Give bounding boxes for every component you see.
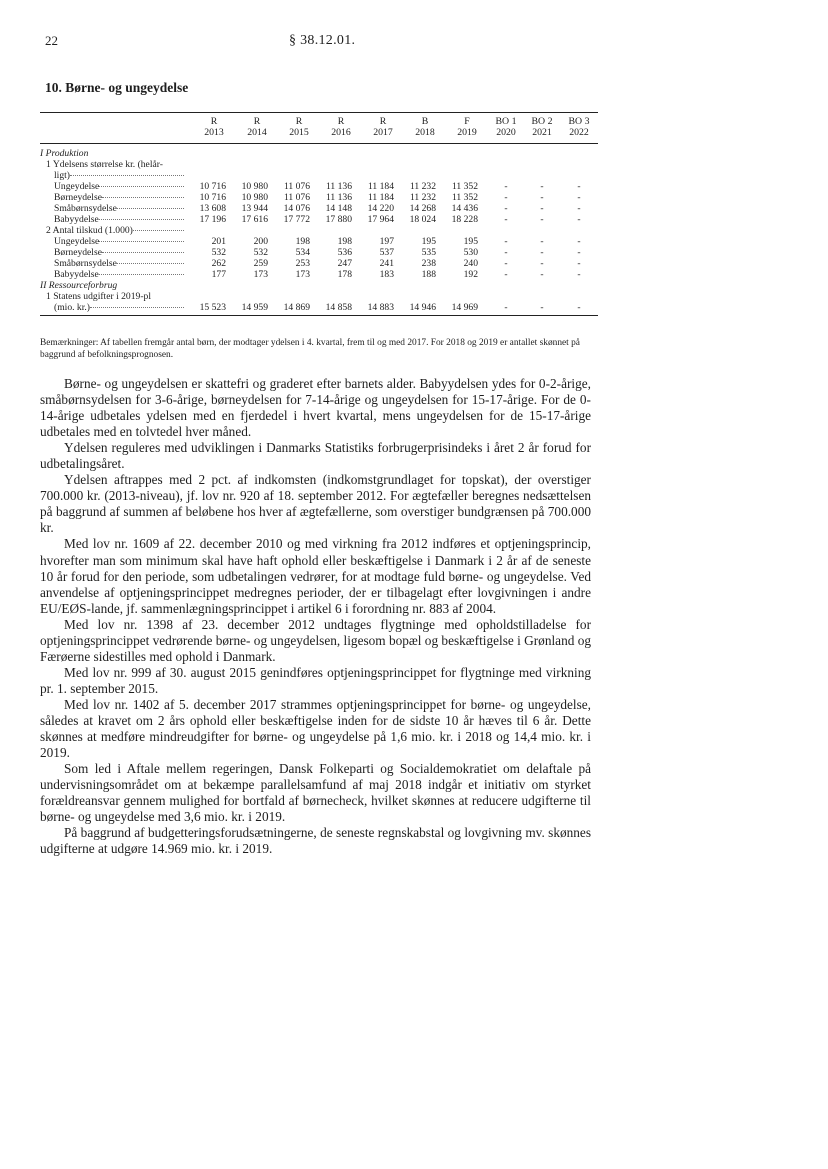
cell-2021: -	[540, 247, 544, 258]
cell-2018	[404, 144, 446, 160]
cell-2018	[404, 291, 446, 302]
row-label	[40, 236, 192, 247]
cell-2019	[446, 280, 488, 291]
cell-2020	[488, 280, 524, 291]
cell-2014: 532	[253, 247, 268, 258]
cell-2022: -	[577, 203, 581, 214]
row-label-text: Småbørnsydelse	[54, 203, 117, 214]
table-row	[40, 214, 598, 225]
cell-2019: 18 228	[451, 214, 478, 225]
cell-2017: 11 184	[367, 181, 394, 192]
cell-2013	[192, 291, 236, 302]
column-type-5: R	[362, 113, 404, 128]
cell-2016	[320, 225, 362, 236]
cell-2016: 247	[337, 258, 352, 269]
cell-2020	[488, 170, 524, 181]
column-year-6: 2018	[404, 127, 446, 144]
table-row	[40, 291, 598, 302]
paragraph: Med lov nr. 1609 af 22. december 2010 og med virkning fra 2012 indføres et optjeningsprincip, hvorefter man som minimum skal have haft ophold eller beskæftigelse i Danmark i 2 år af de seneste 10 år forud for den periode, som udbetalingen vedrører, for at modtage fuld børne- og ungeydelse. Ved anvendelse af optjeningsprincippet medregnes perioder, der er tilbagelagt efter lovgivningen i andre EU/EØS-lande, jf. sammenlægningsprincippet i artikel 6 i forordning nr. 883 af 2004.	[40, 536, 591, 616]
cell-2016	[320, 144, 362, 160]
cell-2019	[446, 144, 488, 160]
cell-2014: 10 980	[241, 192, 268, 203]
cell-2014: 10 980	[241, 181, 268, 192]
cell-2016	[320, 280, 362, 291]
cell-2013	[192, 144, 236, 160]
cell-2021: -	[540, 192, 544, 203]
table-row	[40, 225, 598, 236]
dot-leader	[117, 263, 184, 264]
cell-2017	[362, 225, 404, 236]
cell-2021	[524, 225, 560, 236]
row-label	[40, 291, 192, 302]
row-label	[40, 144, 192, 160]
cell-2015	[278, 225, 320, 236]
column-year-10: 2022	[560, 127, 598, 144]
cell-2015	[278, 280, 320, 291]
dot-leader	[70, 175, 184, 176]
cell-2020	[488, 291, 524, 302]
column-year-1: 2013	[192, 127, 236, 144]
cell-2013	[192, 280, 236, 291]
cell-2015: 198	[295, 236, 310, 247]
cell-2021	[524, 159, 560, 170]
row-label-text: 2 Antal tilskud (1.000)	[46, 225, 133, 236]
cell-2016: 14 858	[320, 302, 362, 316]
cell-2015	[278, 144, 320, 160]
cell-2014: 14 959	[236, 302, 278, 316]
cell-2019	[446, 291, 488, 302]
column-year-3: 2015	[278, 127, 320, 144]
cell-2014: 17 616	[241, 214, 268, 225]
cell-2018: 535	[421, 247, 436, 258]
table-row	[40, 203, 598, 214]
cell-2018: 14 268	[409, 203, 436, 214]
cell-2016: 11 136	[325, 192, 352, 203]
cell-2022: -	[577, 192, 581, 203]
cell-2016	[320, 170, 362, 181]
row-label	[40, 170, 192, 181]
cell-2013: 532	[211, 247, 226, 258]
cell-2014: 13 944	[241, 203, 268, 214]
cell-2022: -	[577, 258, 581, 269]
cell-2022	[560, 291, 598, 302]
cell-2020	[488, 225, 524, 236]
column-type-6: B	[404, 113, 446, 128]
cell-2015	[278, 159, 320, 170]
dot-leader	[99, 219, 184, 220]
paragraph-reference: § 38.12.01.	[289, 33, 356, 48]
column-type-1: R	[192, 113, 236, 128]
table-row	[40, 192, 598, 203]
cell-2016: 14 148	[325, 203, 352, 214]
cell-2013: 15 523	[192, 302, 236, 316]
cell-2018	[404, 280, 446, 291]
cell-2013	[192, 159, 236, 170]
column-year-7: 2019	[446, 127, 488, 144]
cell-2015: 253	[295, 258, 310, 269]
dot-leader	[90, 307, 184, 308]
table-row	[40, 280, 598, 291]
cell-2016: 536	[337, 247, 352, 258]
column-year-2: 2014	[236, 127, 278, 144]
column-type-9: BO 2	[524, 113, 560, 128]
cell-2015: 14 869	[278, 302, 320, 316]
cell-2022: -	[577, 236, 581, 247]
budget-table	[40, 112, 598, 316]
cell-2017	[362, 159, 404, 170]
cell-2016: 178	[337, 269, 352, 280]
cell-2017: 11 184	[367, 192, 394, 203]
cell-2018: 238	[421, 258, 436, 269]
column-type-10: BO 3	[560, 113, 598, 128]
cell-2017	[362, 280, 404, 291]
row-label-text: Ungeydelse	[54, 236, 100, 247]
cell-2015: 534	[295, 247, 310, 258]
cell-2021: -	[540, 214, 544, 225]
table-row	[40, 170, 598, 181]
paragraph: På baggrund af budgetteringsforudsætningerne, de seneste regnskabstal og lovgivning mv. skønnes udgifterne at udgøre 14.969 mio. kr. i 2019.	[40, 825, 591, 857]
cell-2013: 177	[211, 269, 226, 280]
cell-2022: -	[560, 302, 598, 316]
cell-2021: -	[540, 258, 544, 269]
row-label-text: (mio. kr.)	[54, 302, 90, 313]
cell-2020: -	[504, 192, 508, 203]
cell-2017: 14 883	[362, 302, 404, 316]
cell-2019	[446, 170, 488, 181]
cell-2019: 240	[463, 258, 478, 269]
cell-2020: -	[504, 203, 508, 214]
column-year-4: 2016	[320, 127, 362, 144]
cell-2021: -	[540, 236, 544, 247]
paragraph: Ydelsen reguleres med udviklingen i Danmarks Statistiks forbrugerprisindeks i året 2 år forud for udbetalingsåret.	[40, 440, 591, 472]
cell-2020	[488, 159, 524, 170]
cell-2020: -	[504, 258, 508, 269]
cell-2020: -	[504, 236, 508, 247]
cell-2015: 11 076	[283, 181, 310, 192]
row-label-text: II Ressourceforbrug	[40, 280, 118, 291]
cell-2021: -	[540, 203, 544, 214]
cell-2021	[524, 291, 560, 302]
row-label	[40, 214, 192, 225]
cell-2016	[320, 291, 362, 302]
row-label-text: Børneydelse	[54, 192, 102, 203]
row-label	[40, 269, 192, 280]
cell-2017	[362, 291, 404, 302]
cell-2020: -	[504, 181, 508, 192]
table-row	[40, 236, 598, 247]
table-row	[40, 269, 598, 280]
dot-leader	[133, 230, 184, 231]
cell-2018	[404, 170, 446, 181]
column-type-4: R	[320, 113, 362, 128]
cell-2020: -	[504, 214, 508, 225]
paragraph: Som led i Aftale mellem regeringen, Dansk Folkeparti og Socialdemokratiet om delaftale på undervisningsområdet om at bekæmpe parallelsamfund af maj 2018 indgår et initiativ om styrket forældreansvar gennem mulighed for bortfald af børnecheck, hvilket skønnes at reducere udgifterne til børne- og ungeydelse med 3,6 mio. kr. i 2019.	[40, 761, 591, 825]
cell-2014	[236, 225, 278, 236]
cell-2022: -	[577, 269, 581, 280]
cell-2015: 14 076	[283, 203, 310, 214]
cell-2013	[192, 170, 236, 181]
table-row	[40, 258, 598, 269]
cell-2022: -	[577, 214, 581, 225]
cell-2019: 192	[463, 269, 478, 280]
cell-2015: 11 076	[283, 192, 310, 203]
row-label	[40, 258, 192, 269]
cell-2014: 200	[253, 236, 268, 247]
cell-2017	[362, 170, 404, 181]
cell-2019: 11 352	[451, 192, 478, 203]
cell-2016: 11 136	[325, 181, 352, 192]
cell-2019: 195	[463, 236, 478, 247]
dot-leader	[99, 186, 184, 187]
column-type-3: R	[278, 113, 320, 128]
cell-2016: 198	[337, 236, 352, 247]
row-label	[40, 302, 192, 316]
cell-2020	[488, 144, 524, 160]
dot-leader	[99, 274, 184, 275]
column-type-7: F	[446, 113, 488, 128]
cell-2018: 18 024	[409, 214, 436, 225]
cell-2013: 201	[211, 236, 226, 247]
cell-2018: 14 946	[404, 302, 446, 316]
cell-2021	[524, 170, 560, 181]
cell-2015	[278, 170, 320, 181]
cell-2014: 173	[253, 269, 268, 280]
cell-2017: 241	[379, 258, 394, 269]
cell-2017	[362, 144, 404, 160]
cell-2014	[236, 170, 278, 181]
dot-leader	[102, 252, 184, 253]
row-label-text: ligt)	[54, 170, 70, 181]
cell-2021	[524, 280, 560, 291]
cell-2013: 13 608	[199, 203, 226, 214]
cell-2014	[236, 280, 278, 291]
table-row	[40, 144, 598, 160]
row-label-text: Ungeydelse	[54, 181, 100, 192]
cell-2020: -	[504, 247, 508, 258]
cell-2018: 11 232	[409, 181, 436, 192]
cell-2022: -	[577, 181, 581, 192]
table-header-blank	[40, 127, 192, 144]
cell-2019: 14 436	[451, 203, 478, 214]
cell-2013	[192, 225, 236, 236]
cell-2018	[404, 225, 446, 236]
cell-2016: 17 880	[325, 214, 352, 225]
section-title: 10. Børne- og ungeydelse	[45, 80, 189, 95]
cell-2015: 17 772	[283, 214, 310, 225]
row-label	[40, 203, 192, 214]
column-year-8: 2020	[488, 127, 524, 144]
table-note: Bemærkninger: Af tabellen fremgår antal børn, der modtager ydelsen i 4. kvartal, frem til og med 2017. For 2018 og 2019 er antallet skønnet på baggrund af befolkningsprognosen.	[40, 338, 580, 360]
cell-2013: 17 196	[199, 214, 226, 225]
cell-2022	[560, 144, 598, 160]
table-row	[40, 247, 598, 258]
column-year-9: 2021	[524, 127, 560, 144]
cell-2021: -	[540, 181, 544, 192]
dot-leader	[117, 208, 184, 209]
row-label-text: 1 Ydelsens størrelse kr. (helår-	[46, 159, 163, 170]
cell-2019	[446, 159, 488, 170]
row-label	[40, 181, 192, 192]
cell-2022	[560, 159, 598, 170]
table-header-blank	[40, 113, 192, 128]
paragraph: Med lov nr. 999 af 30. august 2015 genindføres optjeningsprincippet for flygtninge med virkning pr. 1. september 2015.	[40, 664, 591, 696]
cell-2014: 259	[253, 258, 268, 269]
cell-2018	[404, 159, 446, 170]
cell-2017: 183	[379, 269, 394, 280]
cell-2017: 197	[379, 236, 394, 247]
paragraph: Med lov nr. 1398 af 23. december 2012 undtages flygtninge med opholdstilladelse for optjeningsprincippet vedrørende børne- og ungeydelsen, ligesom bopæl og beskæftigelse i Grønland og Færøerne sidestilles med ophold i Danmark.	[40, 616, 591, 664]
paragraph: Med lov nr. 1402 af 5. december 2017 strammes optjeningsprincippet for børne- og ungeydelse, således at kravet om 2 års ophold eller beskæftigelse inden for de sidste 10 år hæves til 6 år. Dette skønnes at medføre mindreudgifter for børne- og ungeydelse på 1,6 mio. kr. i 2018 og 14,4 mio. kr. i 2019.	[40, 696, 591, 761]
row-label	[40, 225, 192, 236]
cell-2017: 537	[379, 247, 394, 258]
cell-2013: 10 716	[199, 192, 226, 203]
cell-2021: -	[524, 302, 560, 316]
cell-2020: -	[488, 302, 524, 316]
row-label-text: Babyydelse	[54, 269, 99, 280]
cell-2016	[320, 159, 362, 170]
cell-2022	[560, 225, 598, 236]
table-header-type-row	[40, 113, 598, 128]
cell-2020: -	[504, 269, 508, 280]
cell-2013: 262	[211, 258, 226, 269]
cell-2017: 17 964	[367, 214, 394, 225]
table-row	[40, 302, 598, 316]
cell-2019: 530	[463, 247, 478, 258]
row-label	[40, 159, 192, 170]
table-header-year-row	[40, 127, 598, 144]
cell-2018: 11 232	[409, 192, 436, 203]
cell-2021: -	[540, 269, 544, 280]
cell-2014	[236, 159, 278, 170]
row-label-text: Babyydelse	[54, 214, 99, 225]
cell-2022	[560, 280, 598, 291]
row-label-text: Småbørnsydelse	[54, 258, 117, 269]
dot-leader	[102, 197, 184, 198]
cell-2022	[560, 170, 598, 181]
cell-2018: 188	[421, 269, 436, 280]
column-type-2: R	[236, 113, 278, 128]
row-label-text: I Produktion	[40, 148, 89, 159]
paragraph: Ydelsen aftrappes med 2 pct. af indkomsten (indkomstgrundlaget for topskat), der overstiger 700.000 kr. (2013-niveau), jf. lov nr. 920 af 18. september 2012. For ægtefæller beregnes nedsættelsen på baggrund af summen af beløbene hos hver af ægtefællerne, som overstiger bundgrænsen på 700.000 kr.	[40, 472, 591, 536]
row-label	[40, 192, 192, 203]
cell-2022: -	[577, 247, 581, 258]
cell-2018: 195	[421, 236, 436, 247]
table-body	[40, 144, 598, 316]
body-text	[40, 376, 591, 857]
row-label-text: Børneydelse	[54, 247, 102, 258]
cell-2021	[524, 144, 560, 160]
cell-2013: 10 716	[199, 181, 226, 192]
page-number: 22	[45, 33, 58, 48]
cell-2014	[236, 291, 278, 302]
dot-leader	[99, 241, 184, 242]
cell-2017: 14 220	[367, 203, 394, 214]
cell-2014	[236, 144, 278, 160]
cell-2015: 173	[295, 269, 310, 280]
table-row	[40, 159, 598, 170]
cell-2015	[278, 291, 320, 302]
paragraph: Børne- og ungeydelsen er skattefri og graderet efter barnets alder. Babyydelsen ydes for 0-2-årige, småbørnsydelsen for 3-6-årige, børneydelsen for 7-14-årige og ungeydelsen for 15-17-årige. For de 0-14-årige udbetales ydelsen med en fjerdedel i hvert kvartal, mens ungeydelsen for de 15-17-årige udbetales med en tolvtedel hver måned.	[40, 376, 591, 440]
cell-2019: 14 969	[446, 302, 488, 316]
cell-2019: 11 352	[451, 181, 478, 192]
column-year-5: 2017	[362, 127, 404, 144]
row-label	[40, 280, 192, 291]
row-label	[40, 247, 192, 258]
column-type-8: BO 1	[488, 113, 524, 128]
cell-2019	[446, 225, 488, 236]
row-label-text: 1 Statens udgifter i 2019-pl	[46, 291, 151, 302]
table-row	[40, 181, 598, 192]
